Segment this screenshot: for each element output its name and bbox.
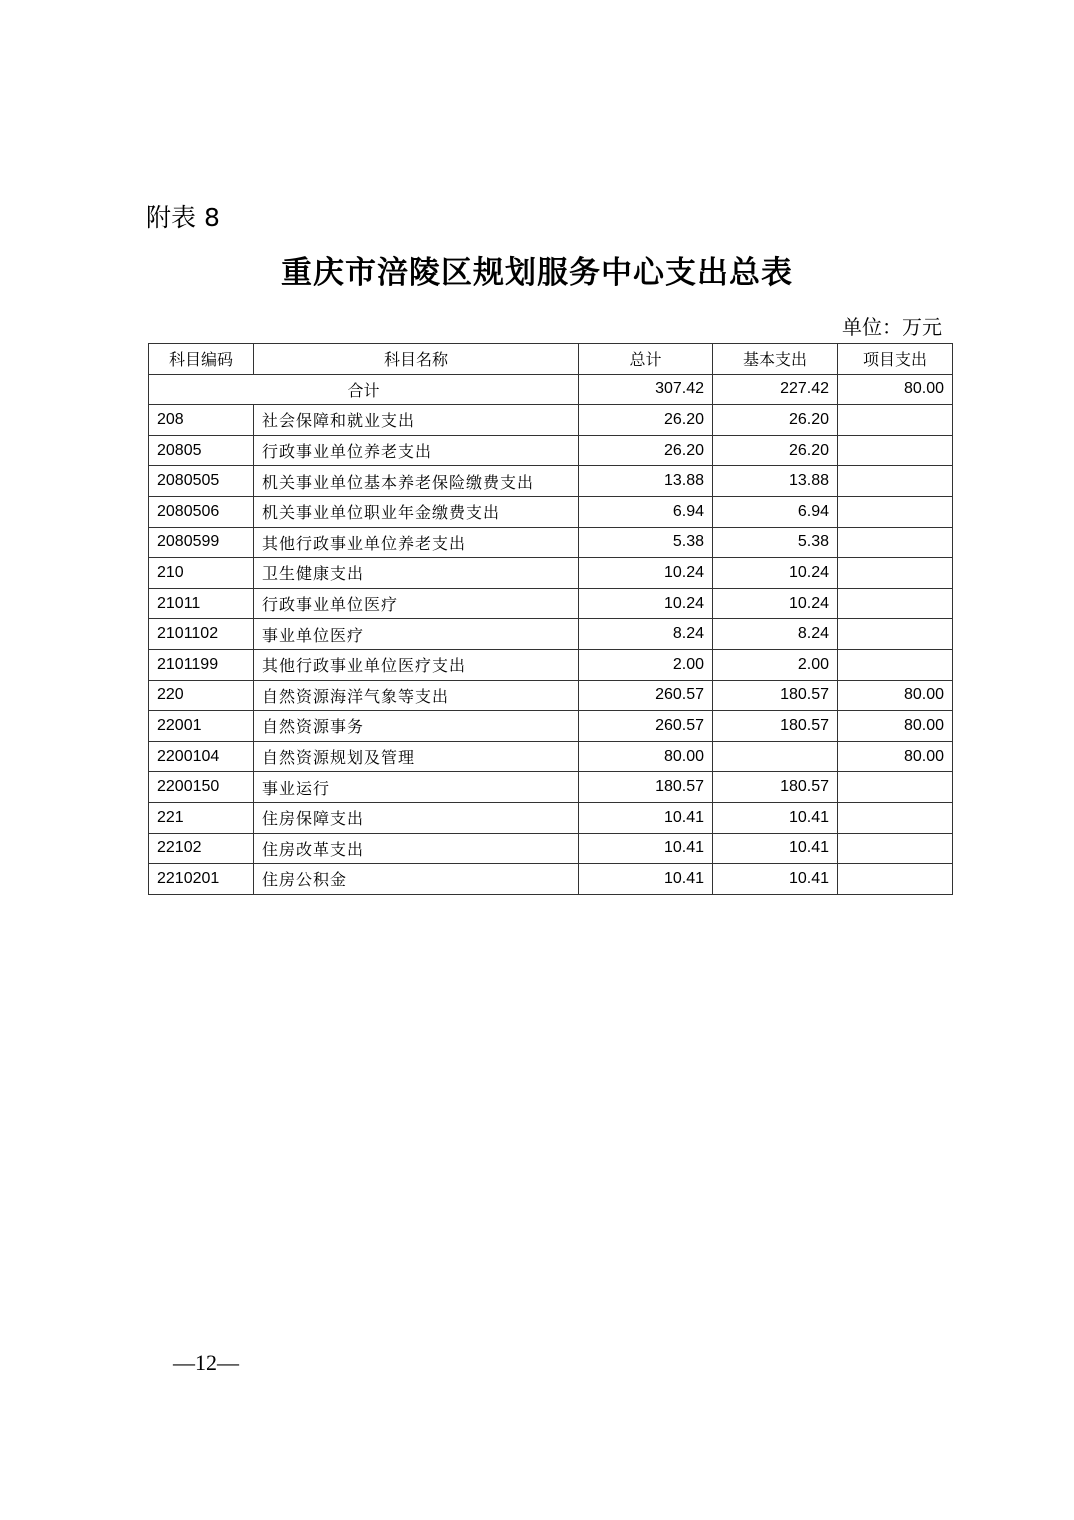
row-code: 2210201 <box>149 864 254 895</box>
row-basic: 26.20 <box>713 435 838 466</box>
row-total: 10.41 <box>579 833 713 864</box>
row-name: 社会保障和就业支出 <box>254 405 579 436</box>
header-basic: 基本支出 <box>713 344 838 375</box>
row-project <box>838 405 953 436</box>
table-row <box>149 833 953 864</box>
row-basic: 2.00 <box>713 649 838 680</box>
row-basic: 6.94 <box>713 496 838 527</box>
page-number: —12— <box>173 1350 239 1375</box>
row-name: 行政事业单位养老支出 <box>254 435 579 466</box>
document-title: 重庆市涪陵区规划服务中心支出总表 <box>281 255 793 291</box>
row-project <box>838 527 953 558</box>
row-total: 180.57 <box>579 772 713 803</box>
row-project <box>838 435 953 466</box>
table-row <box>149 741 953 772</box>
row-code: 2080599 <box>149 527 254 558</box>
table-row <box>149 558 953 589</box>
table-row <box>149 588 953 619</box>
table-row <box>149 527 953 558</box>
table-row <box>149 435 953 466</box>
row-project <box>838 864 953 895</box>
row-basic: 26.20 <box>713 405 838 436</box>
row-code: 2200104 <box>149 741 254 772</box>
row-total: 10.24 <box>579 588 713 619</box>
unit-label: 单位：万元 <box>842 315 942 339</box>
row-project <box>838 619 953 650</box>
summary-label: 合计 <box>149 374 579 405</box>
row-code: 2080505 <box>149 466 254 497</box>
header-name: 科目名称 <box>254 344 579 375</box>
row-basic: 180.57 <box>713 772 838 803</box>
row-basic: 10.24 <box>713 588 838 619</box>
row-code: 2101199 <box>149 649 254 680</box>
summary-total: 307.42 <box>579 374 713 405</box>
row-basic: 10.41 <box>713 864 838 895</box>
table-row <box>149 680 953 711</box>
row-basic: 10.41 <box>713 833 838 864</box>
table-row <box>149 466 953 497</box>
attachment-label: 附表 8 <box>146 203 220 232</box>
row-code: 208 <box>149 405 254 436</box>
row-code: 2101102 <box>149 619 254 650</box>
row-name: 机关事业单位基本养老保险缴费支出 <box>254 466 579 497</box>
row-project: 80.00 <box>838 741 953 772</box>
row-total: 8.24 <box>579 619 713 650</box>
row-total: 260.57 <box>579 711 713 742</box>
row-name: 其他行政事业单位医疗支出 <box>254 649 579 680</box>
row-project <box>838 588 953 619</box>
row-total: 80.00 <box>579 741 713 772</box>
row-name: 自然资源海洋气象等支出 <box>254 680 579 711</box>
table-row <box>149 864 953 895</box>
row-project <box>838 496 953 527</box>
table-row <box>149 772 953 803</box>
row-name: 住房保障支出 <box>254 802 579 833</box>
row-name: 自然资源事务 <box>254 711 579 742</box>
row-total: 10.41 <box>579 864 713 895</box>
expense-table <box>148 343 953 895</box>
summary-row <box>149 374 953 405</box>
table-header-row <box>149 344 953 375</box>
row-code: 22001 <box>149 711 254 742</box>
row-code: 20805 <box>149 435 254 466</box>
row-total: 260.57 <box>579 680 713 711</box>
table-row <box>149 649 953 680</box>
table-row <box>149 802 953 833</box>
row-total: 26.20 <box>579 405 713 436</box>
row-project: 80.00 <box>838 680 953 711</box>
row-code: 22102 <box>149 833 254 864</box>
row-name: 自然资源规划及管理 <box>254 741 579 772</box>
row-code: 21011 <box>149 588 254 619</box>
row-basic: 180.57 <box>713 680 838 711</box>
table-row <box>149 405 953 436</box>
row-name: 机关事业单位职业年金缴费支出 <box>254 496 579 527</box>
row-project <box>838 772 953 803</box>
row-total: 10.41 <box>579 802 713 833</box>
row-total: 6.94 <box>579 496 713 527</box>
row-basic: 180.57 <box>713 711 838 742</box>
row-name: 事业运行 <box>254 772 579 803</box>
row-project <box>838 802 953 833</box>
row-basic: 10.41 <box>713 802 838 833</box>
row-project <box>838 558 953 589</box>
table-row <box>149 496 953 527</box>
row-code: 210 <box>149 558 254 589</box>
row-name: 卫生健康支出 <box>254 558 579 589</box>
row-code: 221 <box>149 802 254 833</box>
header-total: 总计 <box>579 344 713 375</box>
row-name: 行政事业单位医疗 <box>254 588 579 619</box>
row-basic <box>713 741 838 772</box>
row-project <box>838 649 953 680</box>
row-name: 住房公积金 <box>254 864 579 895</box>
row-total: 13.88 <box>579 466 713 497</box>
row-code: 220 <box>149 680 254 711</box>
row-basic: 5.38 <box>713 527 838 558</box>
row-code: 2200150 <box>149 772 254 803</box>
row-total: 2.00 <box>579 649 713 680</box>
header-code: 科目编码 <box>149 344 254 375</box>
header-project: 项目支出 <box>838 344 953 375</box>
summary-project: 80.00 <box>838 374 953 405</box>
table-row <box>149 619 953 650</box>
row-code: 2080506 <box>149 496 254 527</box>
row-basic: 10.24 <box>713 558 838 589</box>
row-name: 住房改革支出 <box>254 833 579 864</box>
row-project <box>838 833 953 864</box>
row-project: 80.00 <box>838 711 953 742</box>
row-total: 5.38 <box>579 527 713 558</box>
row-name: 其他行政事业单位养老支出 <box>254 527 579 558</box>
table-row <box>149 711 953 742</box>
row-project <box>838 466 953 497</box>
row-total: 26.20 <box>579 435 713 466</box>
row-name: 事业单位医疗 <box>254 619 579 650</box>
row-basic: 13.88 <box>713 466 838 497</box>
row-total: 10.24 <box>579 558 713 589</box>
summary-basic: 227.42 <box>713 374 838 405</box>
row-basic: 8.24 <box>713 619 838 650</box>
